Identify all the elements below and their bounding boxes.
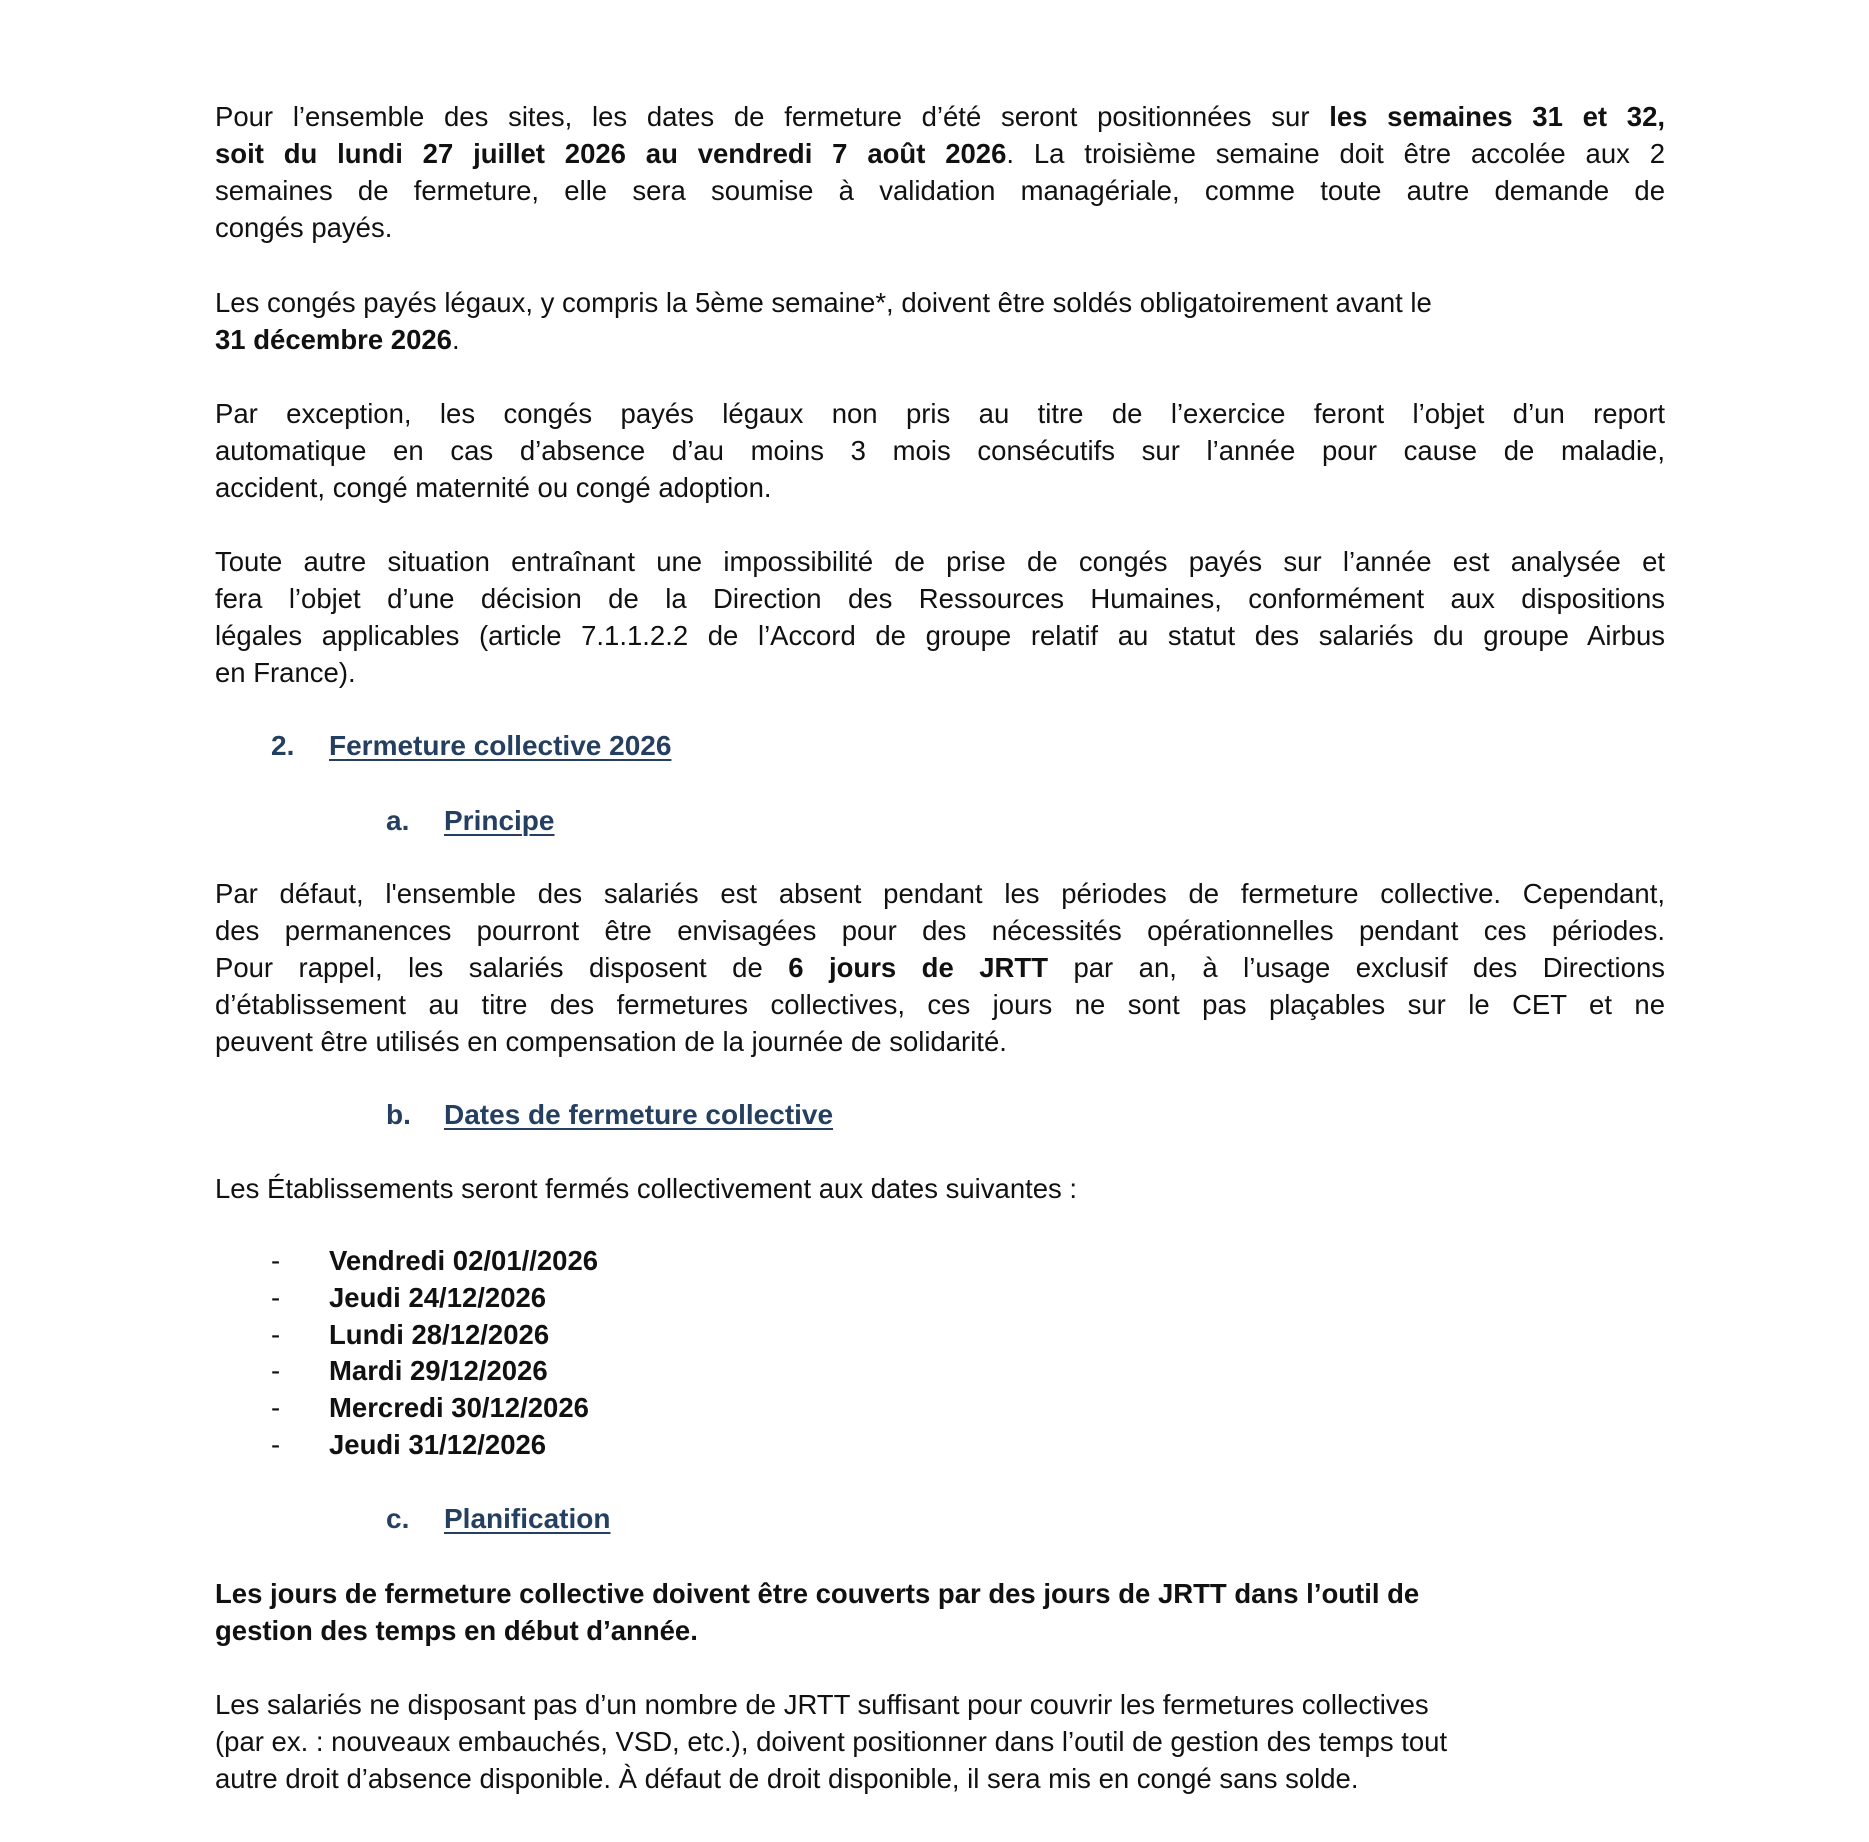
closure-date: Jeudi 24/12/2026 bbox=[329, 1281, 547, 1313]
paragraph-principe bbox=[215, 875, 1665, 1060]
list-item bbox=[271, 1353, 598, 1390]
section-title: Fermeture collective 2026 bbox=[329, 730, 672, 761]
paragraph-line: gestion des temps en début d’année. bbox=[215, 1615, 698, 1646]
paragraph-line: semaines de fermeture, elle sera soumise à validation managériale, comme toute autre demande de bbox=[215, 175, 1665, 206]
paragraph-line: légales applicables (article 7.1.1.2.2 de l’Accord de groupe relatif au statut des salariés du groupe Airbus bbox=[215, 620, 1665, 651]
dash-bullet-icon: - bbox=[271, 1392, 281, 1424]
paragraph-dates-intro bbox=[215, 1170, 1665, 1207]
paragraph-line: Les Établissements seront fermés collectivement aux dates suivantes : bbox=[215, 1173, 1078, 1204]
list-item bbox=[271, 1280, 598, 1317]
paragraph-line: accident, congé maternité ou congé adoption. bbox=[215, 472, 772, 503]
paragraph-line: en France). bbox=[215, 657, 356, 688]
text-run: Pour rappel, les salariés disposent de bbox=[215, 952, 789, 983]
dash-bullet-icon: - bbox=[271, 1281, 281, 1313]
section-title: Dates de fermeture collective bbox=[444, 1099, 834, 1130]
section-number: a. bbox=[386, 805, 410, 836]
paragraph-line: Par exception, les congés payés légaux non pris au titre de l’exercice feront l’objet d’un report bbox=[215, 398, 1665, 429]
list-item bbox=[271, 1427, 598, 1464]
closure-date: Vendredi 02/01//2026 bbox=[329, 1245, 599, 1276]
dash-bullet-icon: - bbox=[271, 1245, 281, 1276]
dash-bullet-icon: - bbox=[271, 1428, 281, 1460]
dash-bullet-icon: - bbox=[271, 1355, 281, 1387]
section-heading-2b bbox=[386, 1096, 833, 1133]
paragraph-line: Toute autre situation entraînant une impossibilité de prise de congés payés sur l’année est analysée et bbox=[215, 546, 1665, 577]
bold-summer-dates: soit du lundi 27 juillet 2026 au vendredi 7 août 2026 bbox=[215, 138, 1007, 169]
section-number: c. bbox=[386, 1503, 410, 1534]
paragraph-line: des permanences pourront être envisagées pour des nécessités opérationnelles pendant ces périodes. bbox=[215, 915, 1665, 946]
paragraph-exception bbox=[215, 395, 1665, 506]
bold-weeks: les semaines 31 et 32, bbox=[1329, 101, 1665, 132]
paragraph-line: autre droit d’absence disponible. À défaut de droit disponible, il sera mis en congé sans solde. bbox=[215, 1763, 1359, 1794]
list-item bbox=[271, 1390, 598, 1427]
closure-date: Mardi 29/12/2026 bbox=[329, 1355, 548, 1387]
section-number: 2. bbox=[271, 730, 295, 761]
paragraph-line: automatique en cas d’absence d’au moins 3 mois consécutifs sur l’année pour cause de maladie, bbox=[215, 435, 1665, 466]
paragraph-summer-closure bbox=[215, 98, 1665, 246]
section-heading-2 bbox=[271, 727, 671, 764]
paragraph-line: (par ex. : nouveaux embauchés, VSD, etc.), doivent positionner dans l’outil de gestion des temps tout bbox=[215, 1726, 1448, 1757]
paragraph-other-situations bbox=[215, 543, 1665, 691]
text-run: par an, à l’usage exclusif des Directions bbox=[1048, 952, 1665, 983]
list-item bbox=[271, 1317, 598, 1354]
section-heading-2c bbox=[386, 1500, 610, 1537]
paragraph-line: Les congés payés légaux, y compris la 5ème semaine*, doivent être soldés obligatoirement avant le bbox=[215, 287, 1432, 318]
bold-deadline: 31 décembre 2026 bbox=[215, 324, 452, 355]
paragraph-line bbox=[215, 949, 1665, 986]
section-number: b. bbox=[386, 1099, 411, 1130]
bold-jrtt-days: 6 jours de JRTT bbox=[788, 952, 1048, 983]
list-item bbox=[271, 1243, 598, 1280]
closure-date: Jeudi 31/12/2026 bbox=[329, 1428, 547, 1460]
paragraph-line: Les jours de fermeture collective doivent être couverts par des jours de JRTT dans l’outil de bbox=[215, 1578, 1420, 1609]
paragraph-line: d’établissement au titre des fermetures collectives, ces jours ne sont pas plaçables sur le CET et ne bbox=[215, 989, 1665, 1020]
closure-date: Lundi 28/12/2026 bbox=[329, 1318, 550, 1350]
paragraph-line: peuvent être utilisés en compensation de la journée de solidarité. bbox=[215, 1026, 1007, 1057]
paragraph-line: congés payés. bbox=[215, 212, 393, 243]
paragraph-line bbox=[215, 98, 1665, 135]
paragraph-line: fera l’objet d’une décision de la Direction des Ressources Humaines, conformément aux dispositions bbox=[215, 583, 1665, 614]
text-run: . La troisième semaine doit être accolée aux 2 bbox=[1006, 138, 1665, 169]
section-title: Principe bbox=[444, 805, 555, 836]
paragraph-planification bbox=[215, 1575, 1665, 1649]
text-run: . bbox=[451, 324, 460, 355]
section-heading-2a bbox=[386, 802, 554, 839]
text-run: Pour l’ensemble des sites, les dates de fermeture d’été seront positionnées sur bbox=[215, 101, 1330, 132]
dash-bullet-icon: - bbox=[271, 1318, 281, 1350]
paragraph-line bbox=[215, 135, 1665, 172]
paragraph-legal-leave bbox=[215, 284, 1665, 358]
paragraph-line bbox=[215, 321, 1665, 358]
paragraph-insufficient-jrtt bbox=[215, 1686, 1665, 1797]
paragraph-line: Les salariés ne disposant pas d’un nombre de JRTT suffisant pour couvrir les fermetures collectives bbox=[215, 1689, 1429, 1720]
closure-date: Mercredi 30/12/2026 bbox=[329, 1392, 589, 1424]
paragraph-line: Par défaut, l'ensemble des salariés est absent pendant les périodes de fermeture collective. Cependant, bbox=[215, 878, 1665, 909]
section-title: Planification bbox=[444, 1503, 611, 1534]
closure-dates-list bbox=[271, 1243, 598, 1464]
